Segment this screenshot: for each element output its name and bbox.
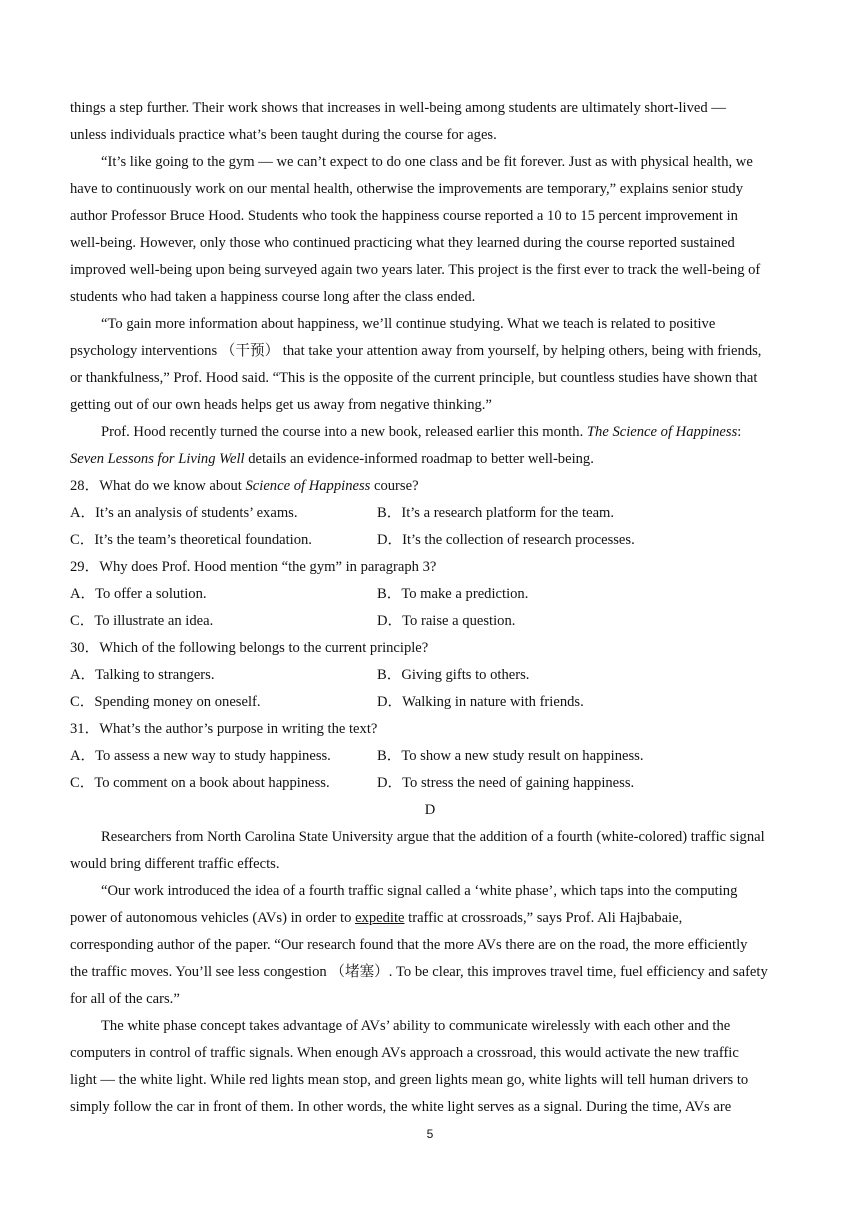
paragraph-line: unless individuals practice what’s been taught during the course for ages. bbox=[70, 127, 497, 143]
option-a: A．To assess a new way to study happiness. bbox=[70, 748, 331, 764]
paragraph-line: or thankfulness,” Prof. Hood said. “This is the opposite of the current principle, but countless studies have shown that bbox=[70, 370, 758, 386]
text-run: : bbox=[737, 424, 742, 440]
question-stem: 31．What’s the author’s purpose in writing the text? bbox=[70, 721, 378, 737]
text-run: course? bbox=[370, 478, 419, 494]
paragraph-line: computers in control of traffic signals. When enough AVs approach a crossroad, this would activate the new traffic bbox=[70, 1045, 739, 1061]
section-heading: D bbox=[424, 802, 436, 818]
paragraph-line: author Professor Bruce Hood. Students who took the happiness course reported a 10 to 15 percent improvement in bbox=[70, 208, 738, 224]
paragraph-line: The white phase concept takes advantage of AVs’ ability to communicate wirelessly with each other and the bbox=[101, 1018, 731, 1034]
paragraph-line: would bring different traffic effects. bbox=[70, 856, 280, 872]
paragraph-line: light — the white light. While red lights mean stop, and green lights mean go, white lights will tell human drivers to bbox=[70, 1072, 749, 1088]
paragraph-line: for all of the cars.” bbox=[70, 991, 180, 1007]
text-run: details an evidence-informed roadmap to better well-being. bbox=[244, 451, 594, 467]
paragraph-line: getting out of our own heads helps get us away from negative thinking.” bbox=[70, 397, 492, 413]
paragraph-line: Researchers from North Carolina State University argue that the addition of a fourth (white-colored) traffic signal bbox=[101, 829, 765, 845]
option-d: D．To raise a question. bbox=[377, 613, 516, 629]
underlined-word: expedite bbox=[355, 910, 405, 926]
text-run: Prof. Hood recently turned the course into a new book, released earlier this month. bbox=[101, 424, 587, 440]
option-d: D．Walking in nature with friends. bbox=[377, 694, 584, 710]
paragraph-line bbox=[70, 449, 594, 469]
option-b: B．To make a prediction. bbox=[377, 586, 529, 602]
text-run: power of autonomous vehicles (AVs) in order to bbox=[70, 910, 356, 926]
paragraph-line: well-being. However, only those who continued practicing what they learned during the course reported sustained bbox=[70, 235, 735, 251]
paragraph-line: things a step further. Their work shows that increases in well-being among students are ultimately short-lived — bbox=[70, 100, 726, 116]
option-a: A．Talking to strangers. bbox=[70, 667, 215, 683]
paragraph-line: “Our work introduced the idea of a fourth traffic signal called a ‘white phase’, which taps into the computing bbox=[101, 883, 738, 899]
paragraph-line: simply follow the car in front of them. In other words, the white light serves as a signal. During the time, AVs are bbox=[70, 1099, 732, 1115]
text-run: 28．What do we know about bbox=[70, 478, 246, 494]
question-stem: 29．Why does Prof. Hood mention “the gym” in paragraph 3? bbox=[70, 559, 437, 575]
paragraph-line: the traffic moves. You’ll see less congestion （堵塞）. To be clear, this improves travel time, fuel efficiency and safety bbox=[70, 964, 768, 980]
paragraph-line: improved well-being upon being surveyed again two years later. This project is the first ever to track the well-being of bbox=[70, 262, 761, 278]
paragraph-line: have to continuously work on our mental health, otherwise the improvements are temporary,” explains senior study bbox=[70, 181, 744, 197]
question-stem bbox=[70, 476, 419, 496]
paragraph-line bbox=[70, 908, 682, 928]
paragraph-line: students who had taken a happiness course long after the class ended. bbox=[70, 289, 476, 305]
question-stem: 30．Which of the following belongs to the current principle? bbox=[70, 640, 429, 656]
option-a: A．To offer a solution. bbox=[70, 586, 207, 602]
paragraph-line: corresponding author of the paper. “Our research found that the more AVs there are on the road, the more efficiently bbox=[70, 937, 748, 953]
option-c: C．Spending money on oneself. bbox=[70, 694, 261, 710]
book-title: The Science of Happiness bbox=[586, 424, 738, 440]
course-title: Science of Happiness bbox=[245, 478, 371, 494]
page-number: 5 bbox=[426, 1127, 434, 1141]
option-c: C．It’s the team’s theoretical foundation. bbox=[70, 532, 312, 548]
paragraph-line: “To gain more information about happiness, we’ll continue studying. What we teach is related to positive bbox=[101, 316, 716, 332]
option-b: B．To show a new study result on happiness. bbox=[377, 748, 644, 764]
option-d: D．To stress the need of gaining happiness. bbox=[377, 775, 635, 791]
option-b: B．Giving gifts to others. bbox=[377, 667, 530, 683]
option-c: C．To illustrate an idea. bbox=[70, 613, 214, 629]
paragraph-line: “It’s like going to the gym — we can’t expect to do one class and be fit forever. Just as with physical health, we bbox=[101, 154, 753, 170]
option-c: C．To comment on a book about happiness. bbox=[70, 775, 330, 791]
option-d: D．It’s the collection of research processes. bbox=[377, 532, 635, 548]
book-subtitle: Seven Lessons for Living Well bbox=[70, 451, 245, 467]
option-b: B．It’s a research platform for the team. bbox=[377, 505, 615, 521]
paragraph-line bbox=[101, 422, 741, 442]
paragraph-line: psychology interventions （干预） that take your attention away from yourself, by helping others, being with friends, bbox=[70, 343, 762, 359]
text-run: traffic at crossroads,” says Prof. Ali Hajbabaie, bbox=[404, 910, 683, 926]
option-a: A．It’s an analysis of students’ exams. bbox=[70, 505, 298, 521]
